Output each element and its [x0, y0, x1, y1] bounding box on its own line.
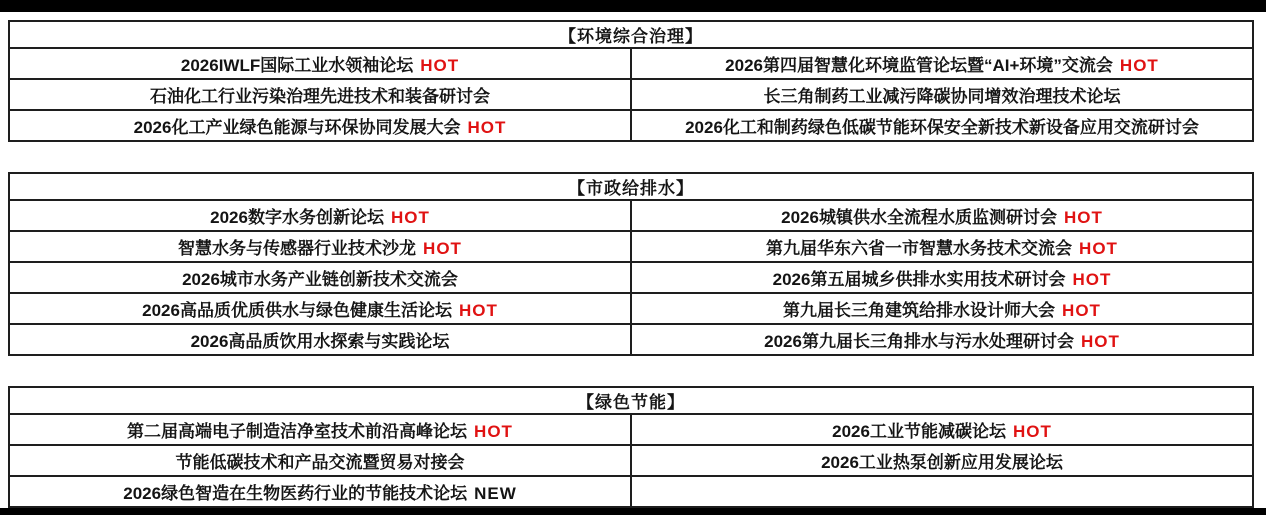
forum-name: 2026化工和制药绿色低碳节能环保安全新技术新设备应用交流研讨会 [685, 118, 1199, 137]
forum-name: 2026第四届智慧化环境监管论坛暨“AI+环境”交流会 [725, 56, 1113, 75]
table-row [9, 200, 1253, 231]
table-category-title: 【市政给排水】 [9, 173, 1253, 200]
forum-cell [9, 48, 631, 79]
hot-badge: HOT [458, 301, 498, 320]
hot-badge: HOT [1072, 270, 1112, 289]
hot-badge: HOT [1062, 301, 1101, 320]
table-row [9, 110, 1253, 141]
forum-cell [9, 293, 631, 324]
table-row [9, 231, 1253, 262]
forum-cell [9, 476, 631, 507]
forum-cell [631, 110, 1253, 141]
top-divider-bar [0, 0, 1266, 12]
forum-name: 2026IWLF国际工业水领袖论坛 [180, 56, 414, 75]
forum-name: 2026工业热泵创新应用发展论坛 [821, 453, 1063, 472]
forum-name: 2026高品质饮用水探索与实践论坛 [190, 332, 450, 351]
forum-name: 2026第五届城乡供排水实用技术研讨会 [772, 270, 1066, 289]
forum-cell [9, 414, 631, 445]
hot-badge: HOT [1063, 208, 1103, 227]
table-row [9, 414, 1253, 445]
hot-badge: HOT [1119, 56, 1159, 75]
table-row [9, 476, 1253, 507]
forum-cell [9, 324, 631, 355]
hot-badge: HOT [423, 239, 462, 258]
hot-badge: HOT [390, 208, 430, 227]
forum-name: 2026城镇供水全流程水质监测研讨会 [781, 208, 1057, 227]
forum-cell [631, 476, 1253, 507]
new-badge: NEW [474, 484, 517, 503]
forum-cell [631, 293, 1253, 324]
forum-cell [631, 200, 1253, 231]
forum-name: 第九届华东六省一市智慧水务技术交流会 [766, 239, 1073, 258]
forum-name: 节能低碳技术和产品交流暨贸易对接会 [175, 453, 465, 472]
forum-name: 2026工业节能减碳论坛 [832, 422, 1006, 441]
forum-cell [9, 445, 631, 476]
forum-cell [9, 231, 631, 262]
table-header-row [9, 21, 1253, 48]
forum-cell [9, 79, 631, 110]
table-category-title: 【绿色节能】 [9, 387, 1253, 414]
forum-cell [9, 110, 631, 141]
table-row [9, 79, 1253, 110]
hot-badge: HOT [1080, 332, 1120, 351]
table-row [9, 48, 1253, 79]
hot-badge: HOT [1079, 239, 1118, 258]
forum-name: 长三角制药工业减污降碳协同增效治理技术论坛 [763, 87, 1121, 106]
forum-name: 第二届高端电子制造洁净室技术前沿高峰论坛 [127, 422, 468, 441]
forum-table-2 [8, 386, 1254, 508]
forum-tables-container [0, 12, 1266, 508]
forum-table-0 [8, 20, 1254, 142]
forum-name: 2026化工产业绿色能源与环保协同发展大会 [133, 118, 461, 137]
forum-cell [631, 231, 1253, 262]
forum-cell [631, 324, 1253, 355]
hot-badge: HOT [474, 422, 513, 441]
forum-cell [631, 79, 1253, 110]
table-row [9, 445, 1253, 476]
hot-badge: HOT [420, 56, 460, 75]
forum-cell [631, 445, 1253, 476]
forum-cell [9, 262, 631, 293]
forum-cell [631, 414, 1253, 445]
table-row [9, 324, 1253, 355]
forum-cell [631, 262, 1253, 293]
table-category-title: 【环境综合治理】 [9, 21, 1253, 48]
table-row [9, 262, 1253, 293]
forum-name: 第九届长三角建筑给排水设计师大会 [783, 301, 1056, 320]
forum-cell [631, 48, 1253, 79]
bottom-divider-bar [0, 508, 1266, 515]
forum-name: 石油化工行业污染治理先进技术和装备研讨会 [150, 87, 490, 106]
forum-name: 智慧水务与传感器行业技术沙龙 [178, 239, 417, 258]
table-row [9, 293, 1253, 324]
forum-name: 2026第九届长三角排水与污水处理研讨会 [764, 332, 1074, 351]
forum-name: 2026数字水务创新论坛 [210, 208, 384, 227]
forum-name: 2026高品质优质供水与绿色健康生活论坛 [142, 301, 452, 320]
forum-name: 2026绿色智造在生物医药行业的节能技术论坛 [123, 484, 468, 503]
forum-table-1 [8, 172, 1254, 356]
forum-cell [9, 200, 631, 231]
table-header-row [9, 173, 1253, 200]
table-header-row [9, 387, 1253, 414]
forum-name: 2026城市水务产业链创新技术交流会 [182, 270, 458, 289]
hot-badge: HOT [1012, 422, 1052, 441]
hot-badge: HOT [467, 118, 507, 137]
